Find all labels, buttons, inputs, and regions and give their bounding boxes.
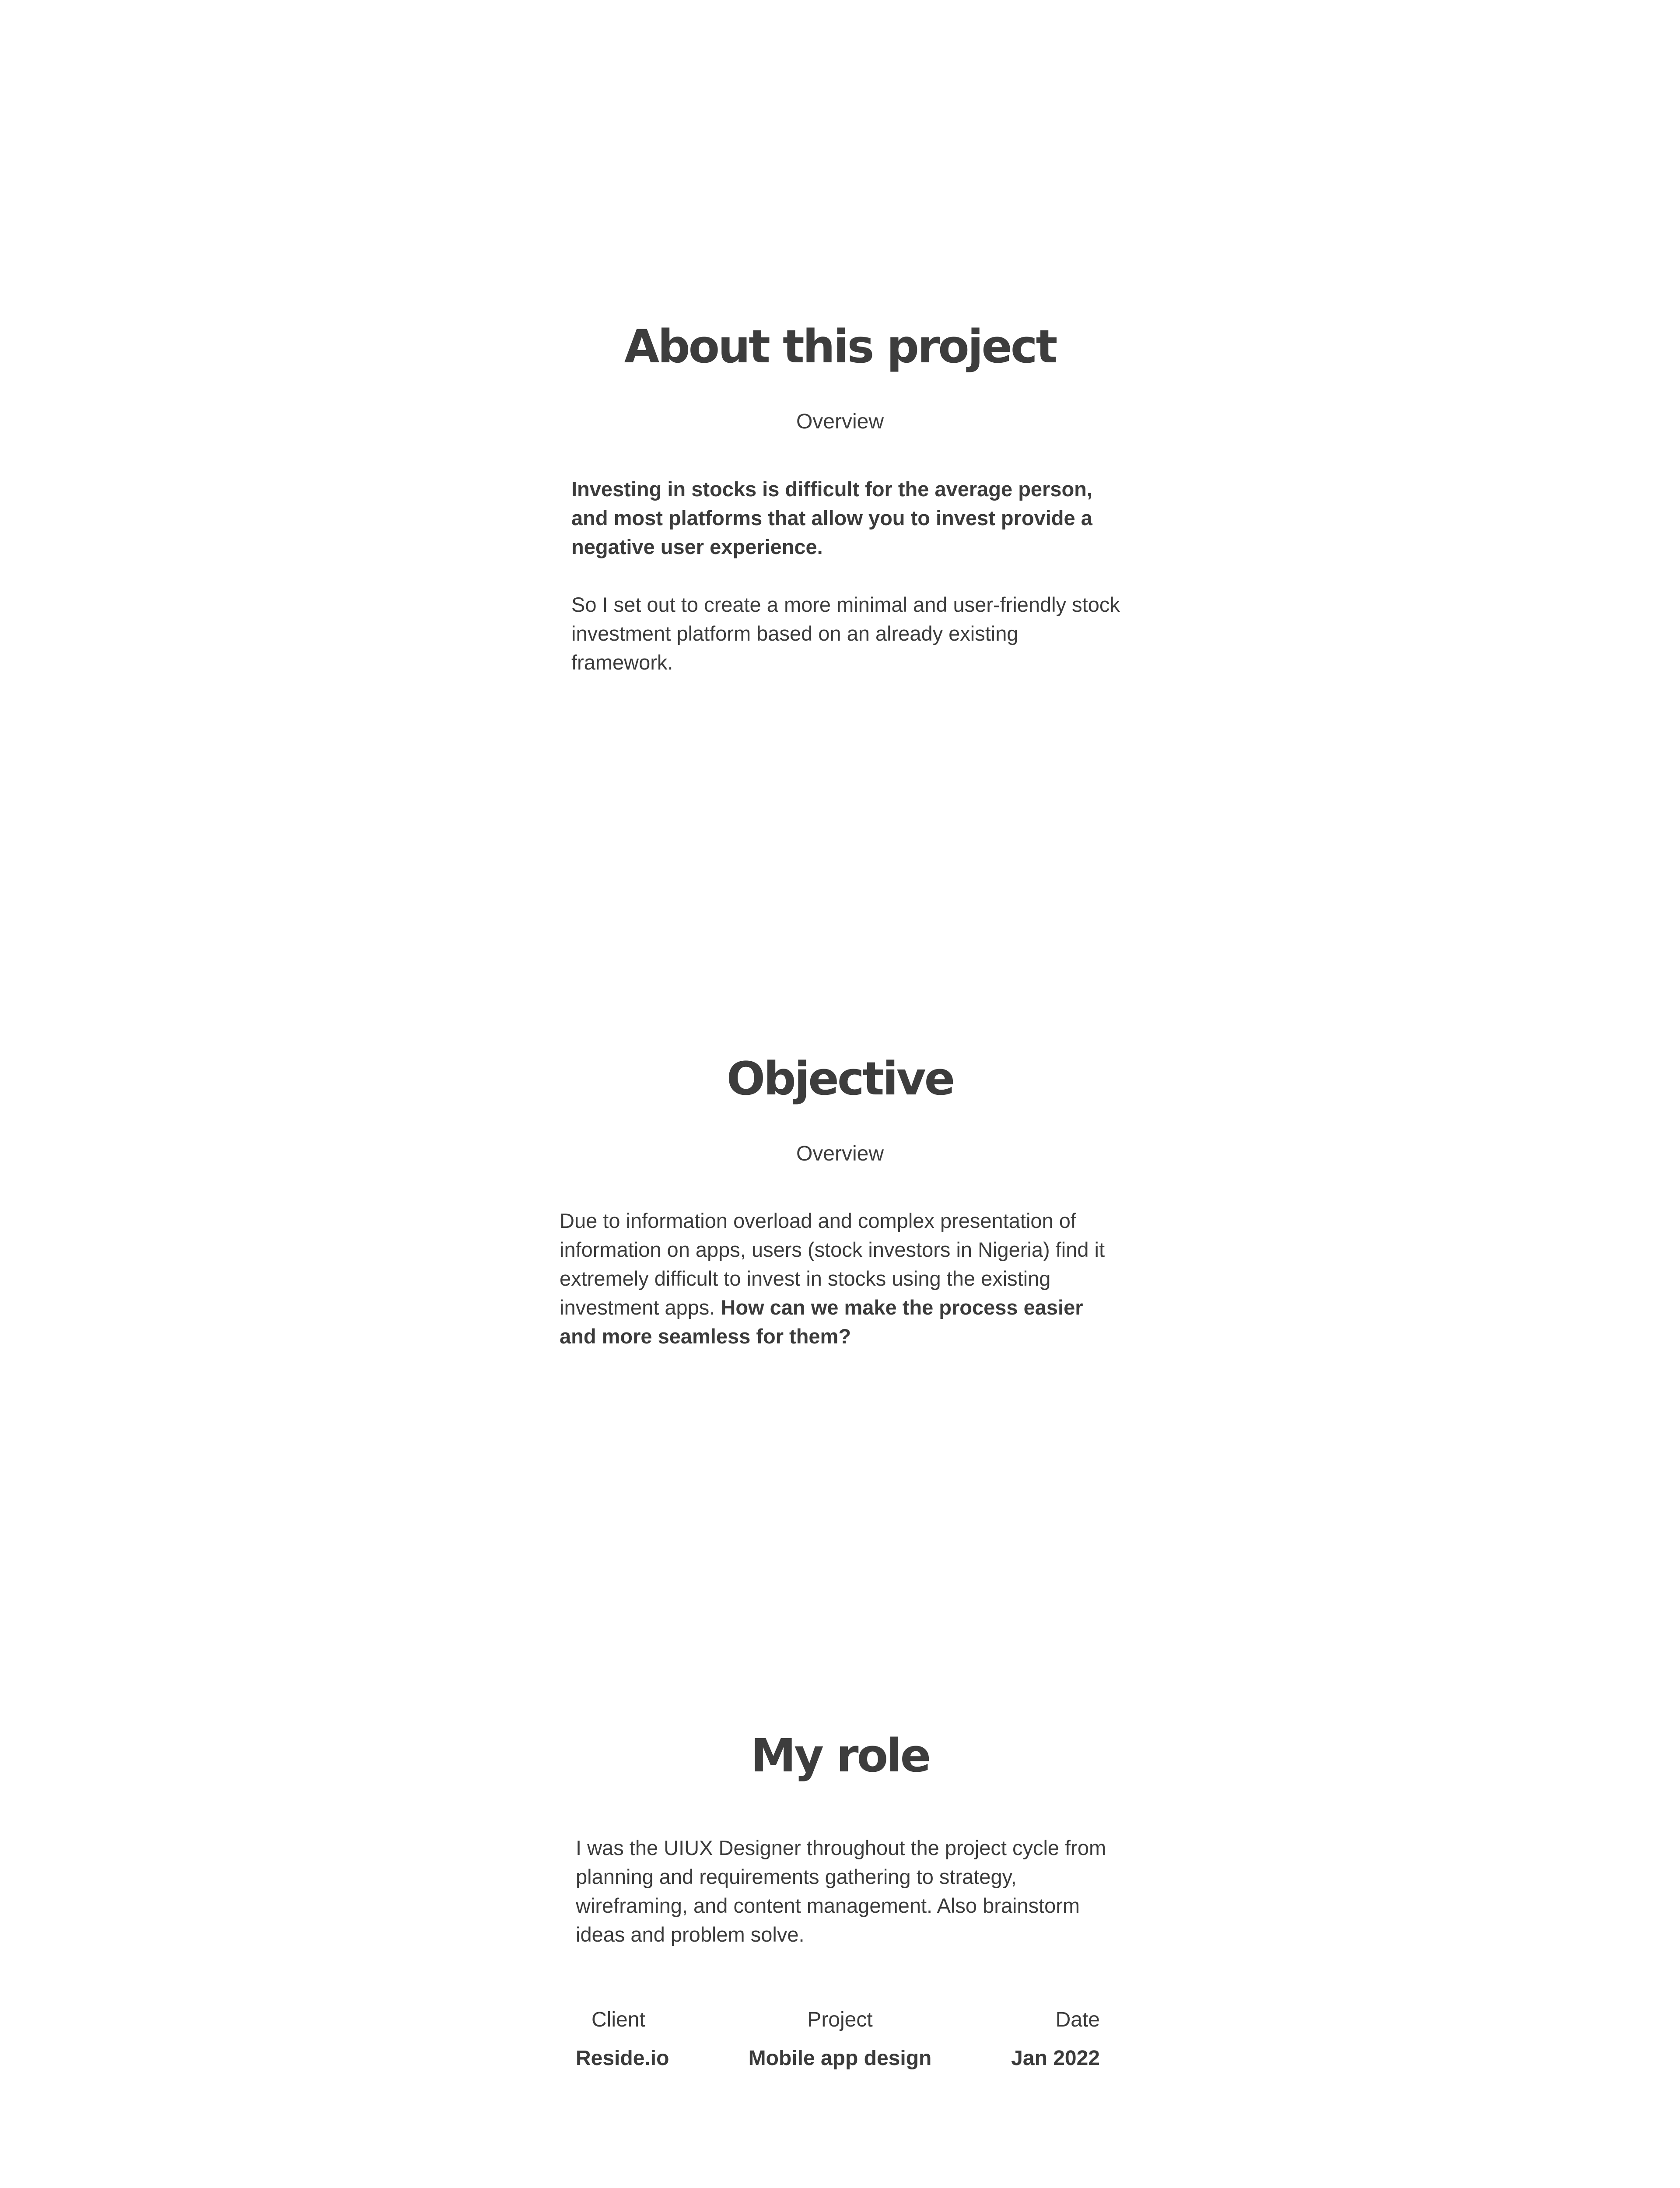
about-subtitle: Overview xyxy=(796,410,884,433)
objective-emphasis: How can we make the process easier and more seamless for them? xyxy=(560,1296,1083,1348)
objective-body xyxy=(560,1206,1124,1351)
role-body: I was the UIUX Designer throughout the project cycle from planning and requirements gathering to strategy, wireframing, and content management. Also brainstorm ideas and problem solve. xyxy=(576,1836,1106,1946)
project-value: Mobile app design xyxy=(748,2047,932,2070)
client-value: Reside.io xyxy=(576,2047,669,2070)
objective-body-text: Due to information overload and complex presentation of information on apps, users (stock investors in Nigeria) find it extremely difficult to invest in stocks using the existing investment apps. xyxy=(560,1209,1105,1319)
date-label: Date xyxy=(1055,2008,1100,2031)
objective-subtitle: Overview xyxy=(796,1142,884,1165)
about-title: About this project xyxy=(624,320,1056,373)
date-value: Jan 2022 xyxy=(1011,2047,1100,2070)
objective-title: Objective xyxy=(726,1052,954,1105)
client-label: Client xyxy=(592,2008,645,2031)
role-title: My role xyxy=(750,1729,930,1782)
about-lead: Investing in stocks is difficult for the average person, and most platforms that allow you to invest provide a negative user experience. xyxy=(571,477,1092,558)
project-label: Project xyxy=(807,2008,873,2031)
about-body: So I set out to create a more minimal and user-friendly stock investment platform based on an already existing framework. xyxy=(571,593,1120,674)
